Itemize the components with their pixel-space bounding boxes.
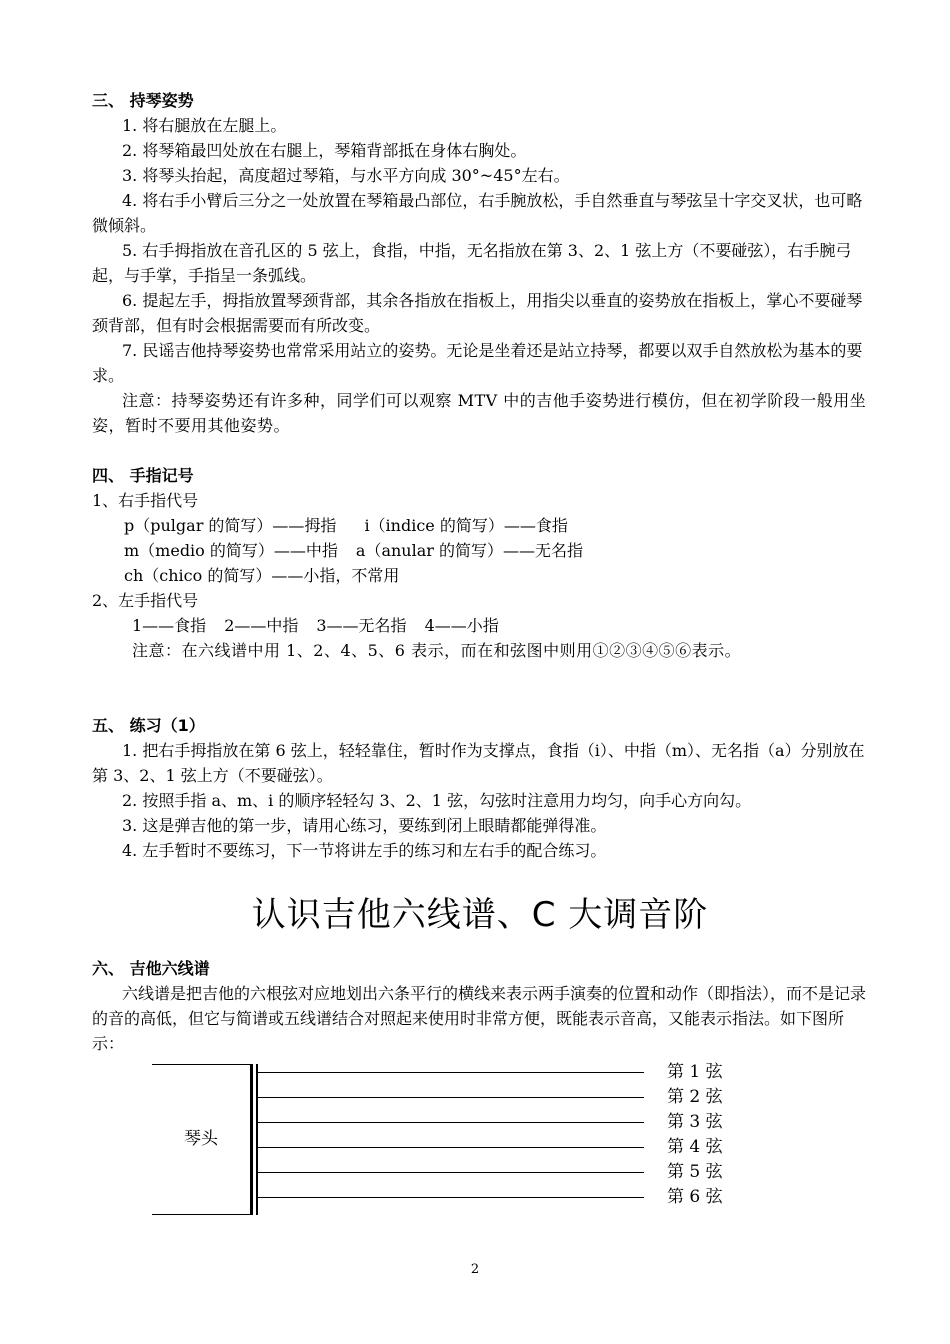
right-hand-subheading: 1、右手指代号 [92,491,199,510]
section3-item-2: 2. 将琴箱最凹处放在右腿上，琴箱背部抵在身体右胸处。 [122,141,527,160]
string-label-1: 第 1 弦 [667,1062,723,1082]
finger-ch: ch（chico 的简写）——小指，不常用 [124,566,400,585]
left-finger-2: 2——中指 [224,616,299,635]
section3-item-3: 3. 将琴头抬起，高度超过琴箱，与水平方向成 30°~45°左右。 [122,166,570,185]
string-label-4: 第 4 弦 [667,1137,723,1157]
nut-thin-line [256,1064,258,1215]
section3-item-1: 1. 将右腿放在左腿上。 [122,116,287,135]
right-hand-row-1 [92,513,868,538]
tab-diagram [152,1062,772,1220]
chapter-title: 认识吉他六线谱、C 大调音阶 [251,895,709,935]
string-label-3: 第 3 弦 [667,1112,723,1132]
string-label-5: 第 5 弦 [667,1162,723,1182]
left-finger-3: 3——无名指 [316,616,407,635]
section5-item-2: 2. 按照手指 a、m、i 的顺序轻轻勾 3、2、1 弦，勾弦时注意用力均匀，向手心方向勾。 [122,791,752,810]
section5-item-1: 1. 把右手拇指放在第 6 弦上，轻轻靠住，暂时作为支撑点，食指（i）、中指（m）、无名指（a）分别放在第 3、2、1 弦上方（不要碰弦）。 [92,741,865,785]
string-label-2: 第 2 弦 [667,1087,723,1107]
section3-note: 注意：持琴姿势还有许多种，同学们可以观察 MTV 中的吉他手姿势进行模仿，但在初学阶段一般用坐姿，暂时不要用其他姿势。 [92,391,867,435]
finger-i: i（indice 的简写）——食指 [364,516,568,535]
string-line-1 [258,1072,644,1073]
string-line-3 [258,1122,644,1123]
section3-item-7: 7. 民谣吉他持琴姿势也常常采用站立的姿势。无论是坐着还是站立持琴，都要以双手自然放松为基本的要求。 [92,341,863,385]
section6-paragraph: 六线谱是把吉他的六根弦对应地划出六条平行的横线来表示两手演奏的位置和动作（即指法），而不是记录的音的高低，但它与简谱或五线谱结合对照起来使用时非常方便，既能表示音高，又能表示指法。如下图所示： [92,984,867,1053]
nut-thick-line [250,1064,253,1215]
section5-heading: 五、 练习（1） [92,716,205,735]
string-label-6: 第 6 弦 [667,1187,723,1207]
right-hand-row-2 [92,538,868,563]
section3-heading: 三、 持琴姿势 [92,91,194,110]
document-page [92,88,868,1056]
page-number: 2 [470,1262,480,1277]
section4-heading: 四、 手指记号 [92,466,194,485]
section3-item-6: 6. 提起左手，拇指放置琴颈背部，其余各指放在指板上，用指尖以垂直的姿势放在指板上，掌心不要碰琴颈背部，但有时会根据需要而有所改变。 [92,291,863,335]
string-line-2 [258,1097,644,1098]
string-line-4 [258,1147,644,1148]
section3-item-5: 5. 右手拇指放在音孔区的 5 弦上，食指，中指，无名指放在第 3、2、1 弦上方（不要碰弦），右手腕弓起，与手掌，手指呈一条弧线。 [92,241,852,285]
headstock-top-line [152,1064,252,1065]
string-line-6 [258,1197,644,1198]
left-finger-1: 1——食指 [132,616,207,635]
finger-m: m（medio 的简写）——中指 [124,541,338,560]
finger-p: p（pulgar 的简写）——拇指 [124,516,337,535]
headstock-bottom-line [152,1214,252,1215]
finger-a: a（anular 的简写）——无名指 [355,541,583,560]
headstock-label: 琴头 [184,1129,218,1149]
section3-item-4: 4. 将右手小臂后三分之一处放置在琴箱最凸部位，右手腕放松，手自然垂直与琴弦呈十字交叉状，也可略微倾斜。 [92,191,863,235]
section5-item-3: 3. 这是弹吉他的第一步，请用心练习，要练到闭上眼睛都能弹得准。 [122,816,607,835]
section5-item-4: 4. 左手暂时不要练习，下一节将讲左手的练习和左右手的配合练习。 [122,841,607,860]
section4-note: 注意：在六线谱中用 1、2、4、5、6 表示，而在和弦图中则用①②③④⑤⑥表示。 [132,641,742,660]
left-finger-4: 4——小指 [424,616,499,635]
section6-heading: 六、 吉他六线谱 [92,959,210,978]
string-line-5 [258,1172,644,1173]
left-hand-subheading: 2、左手指代号 [92,591,199,610]
left-hand-row [92,613,868,638]
